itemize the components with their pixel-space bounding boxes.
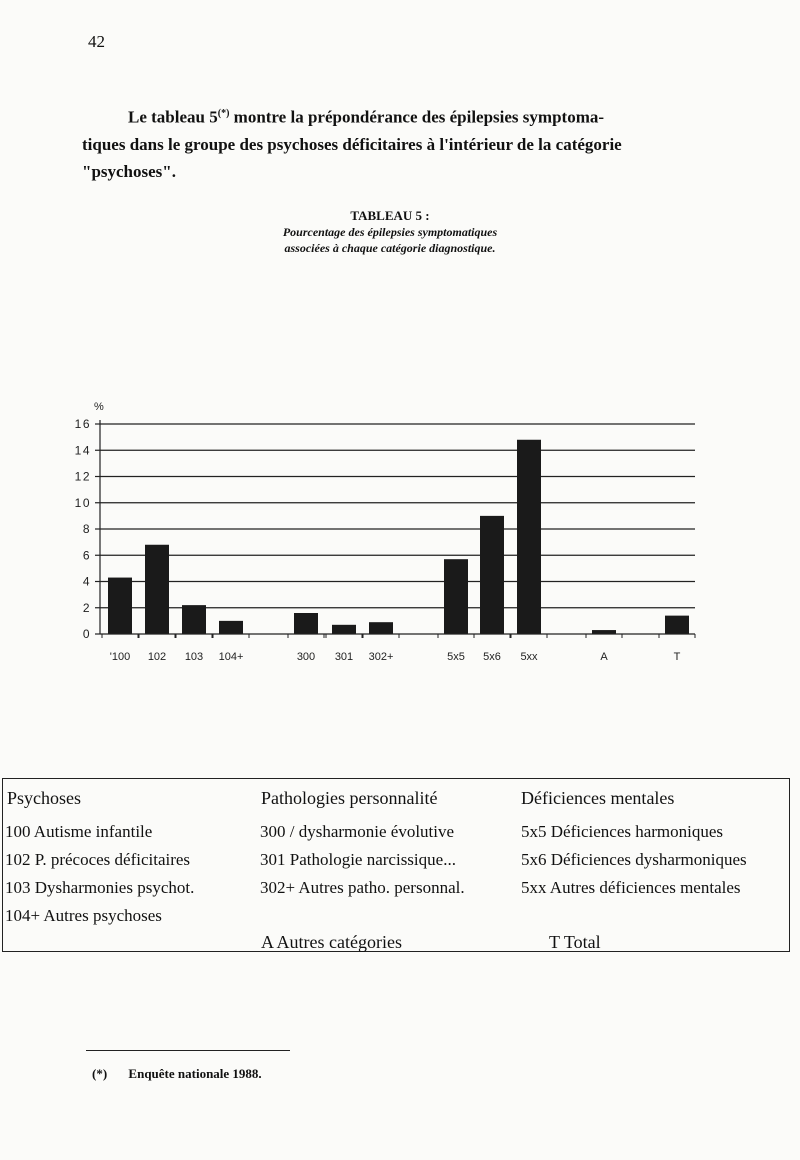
legend-item-100: 100 Autisme infantile — [5, 822, 153, 841]
intro-paragraph — [82, 100, 707, 185]
x-tick-label: 5x6 — [483, 651, 501, 663]
legend-autres-categories: A Autres catégories — [261, 932, 402, 952]
footnote-text: Enquête nationale 1988. — [128, 1066, 262, 1081]
legend-box — [2, 778, 790, 952]
y-tick-label: 6 — [82, 548, 91, 563]
legend-total: T Total — [549, 932, 601, 952]
legend-deficiences-header: Déficiences mentales — [521, 788, 675, 808]
bar-102 — [145, 545, 169, 634]
table-subtitle — [190, 224, 590, 256]
x-tick-label: A — [600, 651, 608, 663]
intro-line-1 — [82, 100, 707, 131]
legend-item-103: 103 Dysharmonies psychot. — [5, 878, 195, 897]
bar-T — [665, 616, 689, 634]
x-tick-label: 302+ — [368, 651, 394, 663]
legend-item-5xx: 5xx Autres déficiences mentales — [521, 878, 741, 897]
x-tick-label: 102 — [147, 651, 167, 663]
bar-301 — [332, 625, 356, 634]
legend-item-5x5: 5x5 Déficiences harmoniques — [521, 822, 724, 841]
y-tick-label: 14 — [74, 443, 91, 458]
x-tick-label: 300 — [296, 651, 316, 663]
intro-line-2: tiques dans le groupe des psychoses déficitaires à l'intérieur de la catégorie — [82, 134, 622, 154]
x-tick-label: 103 — [184, 651, 204, 663]
x-tick-label: 5x5 — [447, 651, 465, 663]
footnote-divider — [86, 1050, 290, 1051]
bar-5xx — [517, 440, 541, 634]
footnote — [92, 1066, 262, 1082]
table-subtitle-line-1: Pourcentage des épilepsies symptomatiques — [282, 225, 498, 239]
table-title: TABLEAU 5 : — [350, 208, 430, 223]
y-tick-label: 0 — [82, 627, 91, 641]
page-number: 42 — [88, 32, 105, 51]
legend-item-104: 104+ Autres psychoses — [5, 906, 162, 925]
intro-text-a: Le tableau 5 — [128, 107, 218, 127]
bar-302+ — [369, 622, 393, 634]
y-axis-label: % — [94, 401, 104, 413]
y-tick-label: 8 — [82, 522, 91, 536]
intro-line-3: "psychoses". — [82, 161, 176, 181]
chart-bars — [108, 440, 689, 634]
bar-chart — [0, 390, 800, 680]
legend-psychoses-header: Psychoses — [7, 788, 82, 808]
y-tick-label: 16 — [74, 417, 91, 431]
x-tick-label: T — [673, 651, 681, 663]
bar-104+ — [219, 621, 243, 634]
legend-personnalite-header: Pathologies personnalité — [261, 788, 438, 808]
x-tick-label: 104+ — [218, 651, 244, 663]
legend-item-102: 102 P. précoces déficitaires — [5, 850, 191, 869]
intro-text-b: montre la prépondérance des épilepsies symptoma- — [229, 107, 605, 127]
bar-5x5 — [444, 559, 468, 634]
x-tick-label: 301 — [334, 651, 354, 663]
table-subtitle-line-2: associées à chaque catégorie diagnostique. — [284, 241, 496, 255]
legend-item-300: 300 / dysharmonie évolutive — [260, 822, 455, 841]
bar-100 — [108, 578, 132, 634]
y-tick-label: 2 — [82, 600, 91, 615]
legend-item-5x6: 5x6 Déficiences dysharmoniques — [521, 850, 747, 869]
y-tick-label: 12 — [74, 469, 91, 484]
x-tick-label: '100 — [109, 651, 131, 663]
chart-grid — [100, 424, 695, 608]
y-tick-label: 4 — [82, 574, 91, 589]
legend-item-302: 302+ Autres patho. personnal. — [260, 878, 465, 897]
legend-item-301: 301 Pathologie narcissique... — [260, 850, 456, 869]
table-caption — [190, 208, 590, 256]
bar-103 — [182, 605, 206, 634]
bar-300 — [294, 613, 318, 634]
bar-5x6 — [480, 516, 504, 634]
footnote-reference: (*) — [217, 108, 230, 119]
y-tick-label: 10 — [74, 495, 91, 510]
footnote-mark: (*) — [92, 1066, 108, 1081]
x-tick-label: 5xx — [520, 651, 538, 663]
